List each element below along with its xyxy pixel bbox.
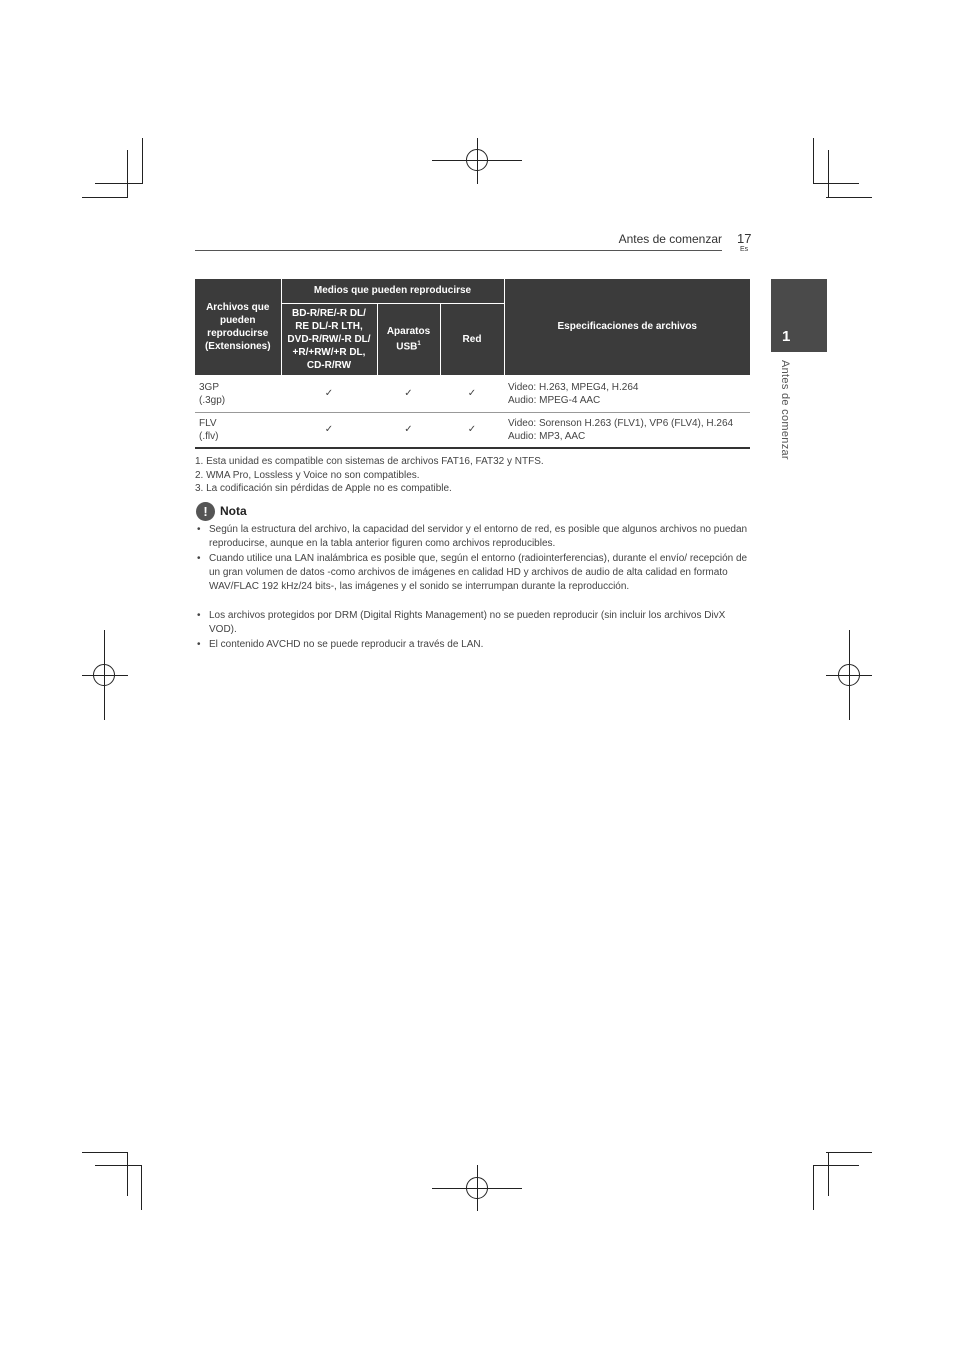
- language-code: Es: [740, 246, 749, 253]
- format-name: FLV: [199, 417, 217, 429]
- crop-mark: [82, 1152, 128, 1153]
- note-item: Cuando utilice una LAN inalámbrica es posible que, según el entorno (radiointerferencias), durante el envío/ recepción de un gran volumen de datos -como archivos de imágenes en calidad HD y archivos de audio de alta calidad en formato WAV/FLAC 192 kHz/24 bits-, las imágenes y el sonido se interrumpan durante la reproducción.: [209, 553, 748, 592]
- header-files: Archivos que pueden reproducirse (Extensiones): [195, 279, 281, 375]
- table-row: [195, 375, 750, 412]
- crop-mark: [826, 1152, 872, 1153]
- crop-mark: [826, 197, 872, 198]
- header-media-group: Medios que pueden reproducirse: [281, 279, 504, 303]
- registration-circle: [466, 149, 488, 171]
- table-row: [195, 412, 750, 448]
- crop-mark: [828, 150, 829, 197]
- bullet-icon: •: [197, 524, 201, 535]
- running-header-title: Antes de comenzar: [618, 232, 722, 246]
- check-mark: ✓: [281, 375, 377, 412]
- spec-cell: [504, 412, 750, 448]
- format-name: 3GP: [199, 381, 220, 393]
- crop-mark: [813, 138, 814, 184]
- registration-circle: [93, 664, 115, 686]
- spec-video: Video: H.263, MPEG4, H.264: [508, 381, 639, 393]
- chapter-title-vertical: Antes de comenzar: [779, 360, 791, 460]
- check-mark: ✓: [377, 412, 440, 448]
- bullet-icon: •: [197, 639, 201, 650]
- format-extension: (.flv): [199, 430, 219, 442]
- header-usb: [377, 303, 440, 375]
- footnote: 1. Esta unidad es compatible con sistemas de archivos FAT16, FAT32 y NTFS.: [195, 456, 544, 467]
- check-mark: ✓: [377, 375, 440, 412]
- crop-mark: [95, 1165, 142, 1166]
- format-cell: [195, 375, 281, 412]
- crop-mark: [813, 1165, 859, 1166]
- crop-mark: [141, 1165, 142, 1210]
- format-cell: [195, 412, 281, 448]
- spec-video: Video: Sorenson H.263 (FLV1), VP6 (FLV4), H.264: [508, 417, 734, 429]
- header-network: Red: [440, 303, 504, 375]
- check-mark: ✓: [281, 412, 377, 448]
- crop-mark: [95, 183, 142, 184]
- header-usb-footnote: 1: [417, 340, 421, 347]
- crop-mark: [813, 1165, 814, 1210]
- playable-files-table: [195, 279, 750, 449]
- check-mark: ✓: [440, 412, 504, 448]
- crop-mark: [813, 183, 859, 184]
- note-item: Los archivos protegidos por DRM (Digital Rights Management) no se pueden reproducir (sin incluir los archivos DivX VOD).: [209, 610, 726, 635]
- spec-audio: Audio: MP3, AAC: [508, 430, 586, 442]
- footnote: 2. WMA Pro, Lossless y Voice no son compatibles.: [195, 470, 420, 481]
- bullet-icon: •: [197, 553, 201, 564]
- bullet-icon: •: [197, 610, 201, 621]
- header-disc-media: BD-R/RE/-R DL/ RE DL/-R LTH, DVD-R/RW/-R DL/ +R/+RW/+R DL, CD-R/RW: [281, 303, 377, 375]
- header-rule: [195, 250, 722, 251]
- note-title: Nota: [220, 504, 247, 518]
- crop-mark: [142, 138, 143, 184]
- page-number: 17: [737, 231, 752, 246]
- format-extension: (.3gp): [199, 394, 226, 406]
- header-usb-label: Aparatos USB: [386, 325, 431, 353]
- chapter-number: 1: [782, 328, 791, 345]
- exclamation-icon: !: [196, 502, 215, 521]
- spec-cell: [504, 375, 750, 412]
- crop-mark: [127, 150, 128, 197]
- spec-audio: Audio: MPEG-4 AAC: [508, 394, 601, 406]
- note-item: El contenido AVCHD no se puede reproducir a través de LAN.: [209, 639, 484, 650]
- crop-mark: [127, 1152, 128, 1196]
- note-item: Según la estructura del archivo, la capacidad del servidor y el entorno de red, es posible que algunos archivos no puedan reproducirse, aunque en la tabla anterior figuren como archivos reproducibles.: [209, 524, 748, 549]
- crop-mark: [828, 1152, 829, 1196]
- registration-circle: [466, 1177, 488, 1199]
- header-specs: Especificaciones de archivos: [504, 279, 750, 375]
- check-mark: ✓: [440, 375, 504, 412]
- chapter-tab: [771, 279, 827, 352]
- crop-mark: [82, 197, 128, 198]
- footnote: 3. La codificación sin pérdidas de Apple no es compatible.: [195, 483, 452, 494]
- registration-circle: [838, 664, 860, 686]
